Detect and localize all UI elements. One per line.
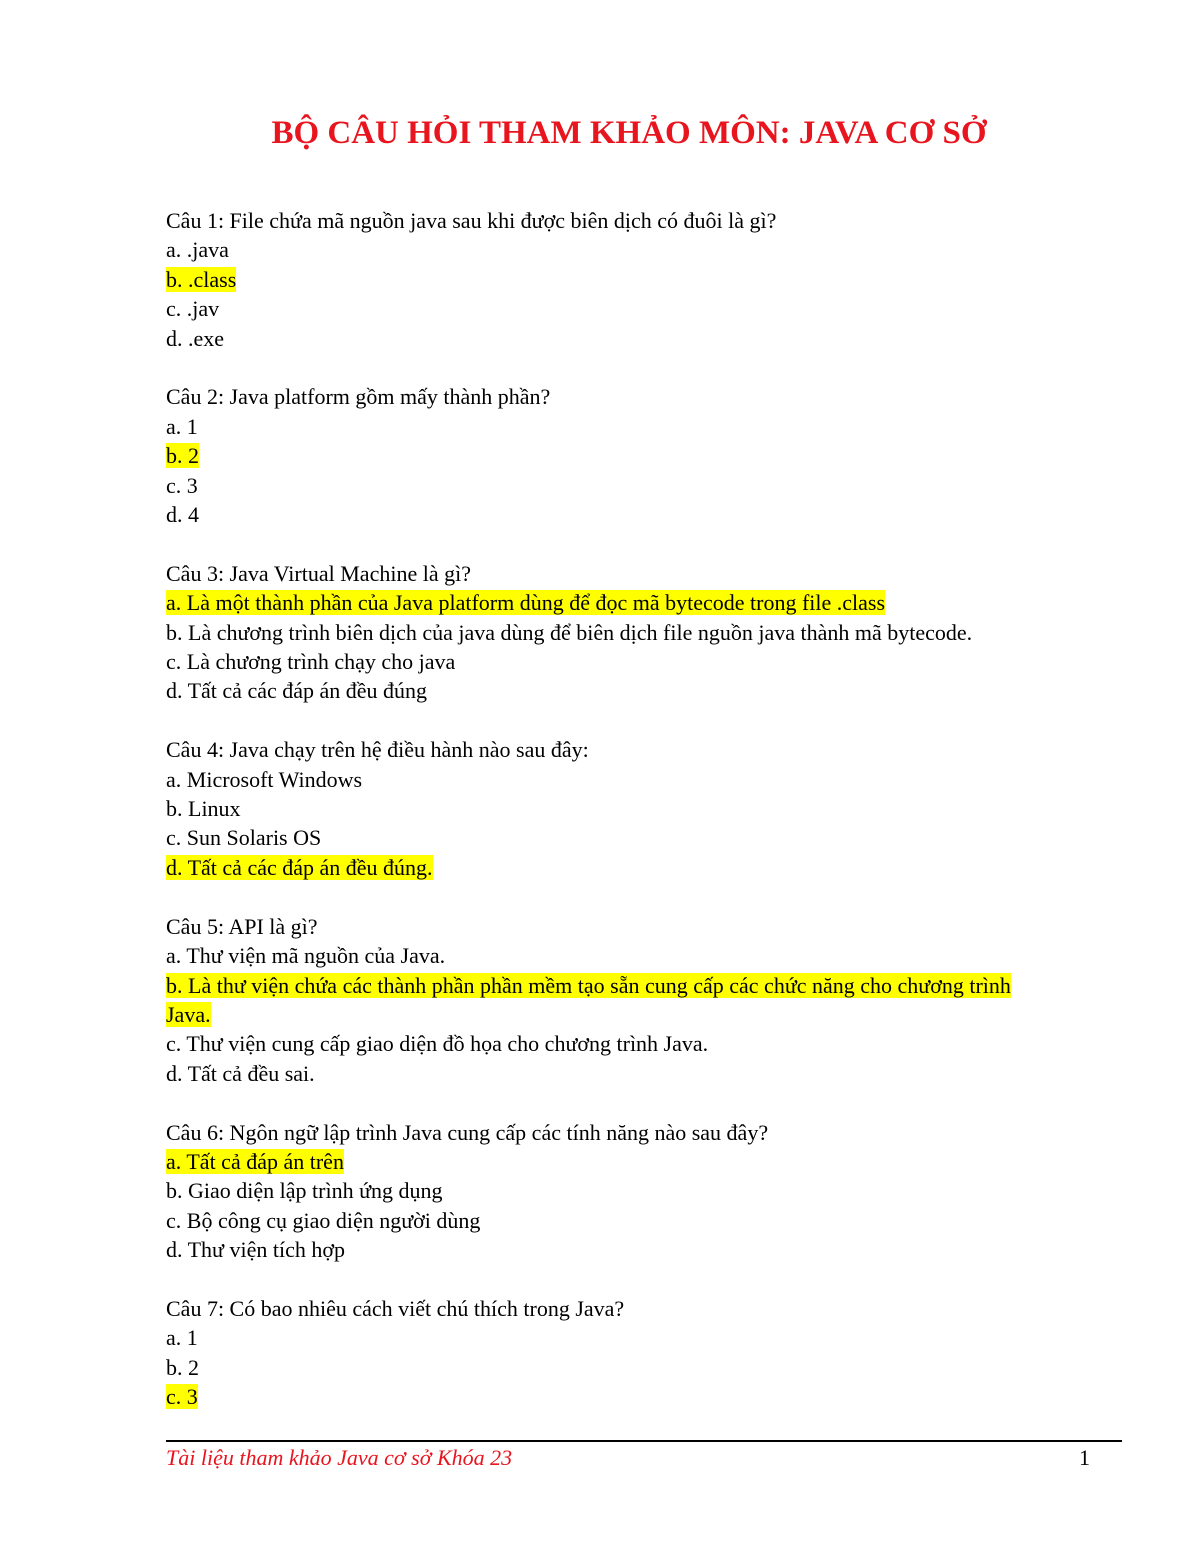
- answer-option: [166, 765, 1036, 794]
- answer-option: [166, 1353, 1036, 1382]
- answer-option: [166, 500, 1036, 529]
- answer-option: [166, 1176, 1036, 1205]
- question-block: [166, 912, 1036, 1088]
- answer-option-text: d. Tất cả các đáp án đều đúng.: [166, 854, 433, 880]
- answer-option: [166, 324, 1036, 353]
- answer-option: [166, 1206, 1036, 1235]
- question-block: [166, 206, 1036, 353]
- question-block: [166, 382, 1036, 529]
- answer-option-correct: [166, 441, 1036, 470]
- answer-option-text: b. Là thư viện chứa các thành phần phần mềm tạo sẵn cung cấp các chức năng cho chương trình Java.: [166, 972, 1011, 1027]
- question-text: Câu 7: Có bao nhiêu cách viết chú thích trong Java?: [166, 1295, 625, 1321]
- question-list: [166, 206, 1036, 1441]
- answer-option-text: d. 4: [166, 502, 199, 528]
- answer-option: [166, 412, 1036, 441]
- question-text: Câu 1: File chứa mã nguồn java sau khi được biên dịch có đuôi là gì?: [166, 208, 777, 233]
- answer-option-correct: [166, 265, 1036, 294]
- answer-option-correct: [166, 588, 1036, 617]
- answer-option-text: d. Tất cả đều sai.: [166, 1060, 315, 1086]
- answer-option: [166, 471, 1036, 500]
- answer-option: [166, 676, 1036, 705]
- page-title: BỘ CÂU HỎI THAM KHẢO MÔN: JAVA CƠ SỞ: [271, 115, 987, 151]
- answer-option-correct: [166, 971, 1036, 1030]
- answer-option: [166, 1029, 1036, 1058]
- answer-option-text: b. Giao diện lập trình ứng dụng: [166, 1178, 443, 1204]
- answer-option: [166, 294, 1036, 323]
- answer-option-text: a. Tất cả đáp án trên: [166, 1148, 344, 1174]
- answer-option-correct: [166, 1382, 1036, 1411]
- answer-option-text: c. 3: [166, 472, 198, 498]
- question-text: Câu 6: Ngôn ngữ lập trình Java cung cấp các tính năng nào sau đây?: [166, 1119, 769, 1145]
- answer-option-text: d. Tất cả các đáp án đều đúng: [166, 678, 428, 704]
- answer-option-text: b. 2: [166, 1354, 199, 1380]
- answer-option: [166, 1059, 1036, 1088]
- answer-option-text: c. .jav: [166, 296, 220, 322]
- answer-option-text: d. Thư viện tích hợp: [166, 1237, 345, 1263]
- answer-option-text: b. Là chương trình biên dịch của java dùng để biên dịch file nguồn java thành mã bytecode.: [166, 619, 973, 645]
- question-block: [166, 735, 1036, 882]
- answer-option-text: a. Là một thành phần của Java platform dùng để đọc mã bytecode trong file .class: [166, 590, 886, 616]
- answer-option-text: d. .exe: [166, 325, 225, 351]
- answer-option-text: a. Microsoft Windows: [166, 766, 363, 792]
- answer-option-text: b. 2: [166, 443, 199, 469]
- answer-option-text: b. Linux: [166, 796, 241, 822]
- answer-option: [166, 235, 1036, 264]
- question-text: Câu 3: Java Virtual Machine là gì?: [166, 560, 471, 586]
- question-text: Câu 5: API là gì?: [166, 913, 318, 939]
- answer-option: [166, 618, 1036, 647]
- answer-option-correct: [166, 1147, 1036, 1176]
- answer-option: [166, 941, 1036, 970]
- answer-option: [166, 1323, 1036, 1352]
- answer-option: [166, 794, 1036, 823]
- answer-option-text: c. 3: [166, 1384, 198, 1410]
- answer-option-text: a. 1: [166, 1325, 198, 1351]
- question-block: [166, 559, 1036, 706]
- question-text: Câu 2: Java platform gồm mấy thành phần?: [166, 384, 551, 410]
- answer-option-text: c. Bộ công cụ giao diện người dùng: [166, 1207, 481, 1233]
- answer-option: [166, 647, 1036, 676]
- footer-divider: [166, 1440, 1122, 1442]
- answer-option: [166, 823, 1036, 852]
- answer-option-text: a. 1: [166, 413, 198, 439]
- question-block: [166, 1294, 1036, 1412]
- answer-option-text: c. Sun Solaris OS: [166, 825, 322, 851]
- question-text: Câu 4: Java chạy trên hệ điều hành nào sau đây:: [166, 737, 589, 763]
- answer-option: [166, 1235, 1036, 1264]
- page-number: 1: [1079, 1445, 1090, 1470]
- answer-option-text: a. Thư viện mã nguồn của Java.: [166, 943, 446, 969]
- question-block: [166, 1118, 1036, 1265]
- answer-option-text: a. .java: [166, 237, 229, 263]
- footer-text: Tài liệu tham khảo Java cơ sở Khóa 23: [166, 1445, 513, 1470]
- answer-option-text: c. Thư viện cung cấp giao diện đồ họa cho chương trình Java.: [166, 1031, 709, 1057]
- answer-option-correct: [166, 853, 1036, 882]
- answer-option-text: b. .class: [166, 266, 237, 292]
- answer-option-text: c. Là chương trình chạy cho java: [166, 649, 456, 675]
